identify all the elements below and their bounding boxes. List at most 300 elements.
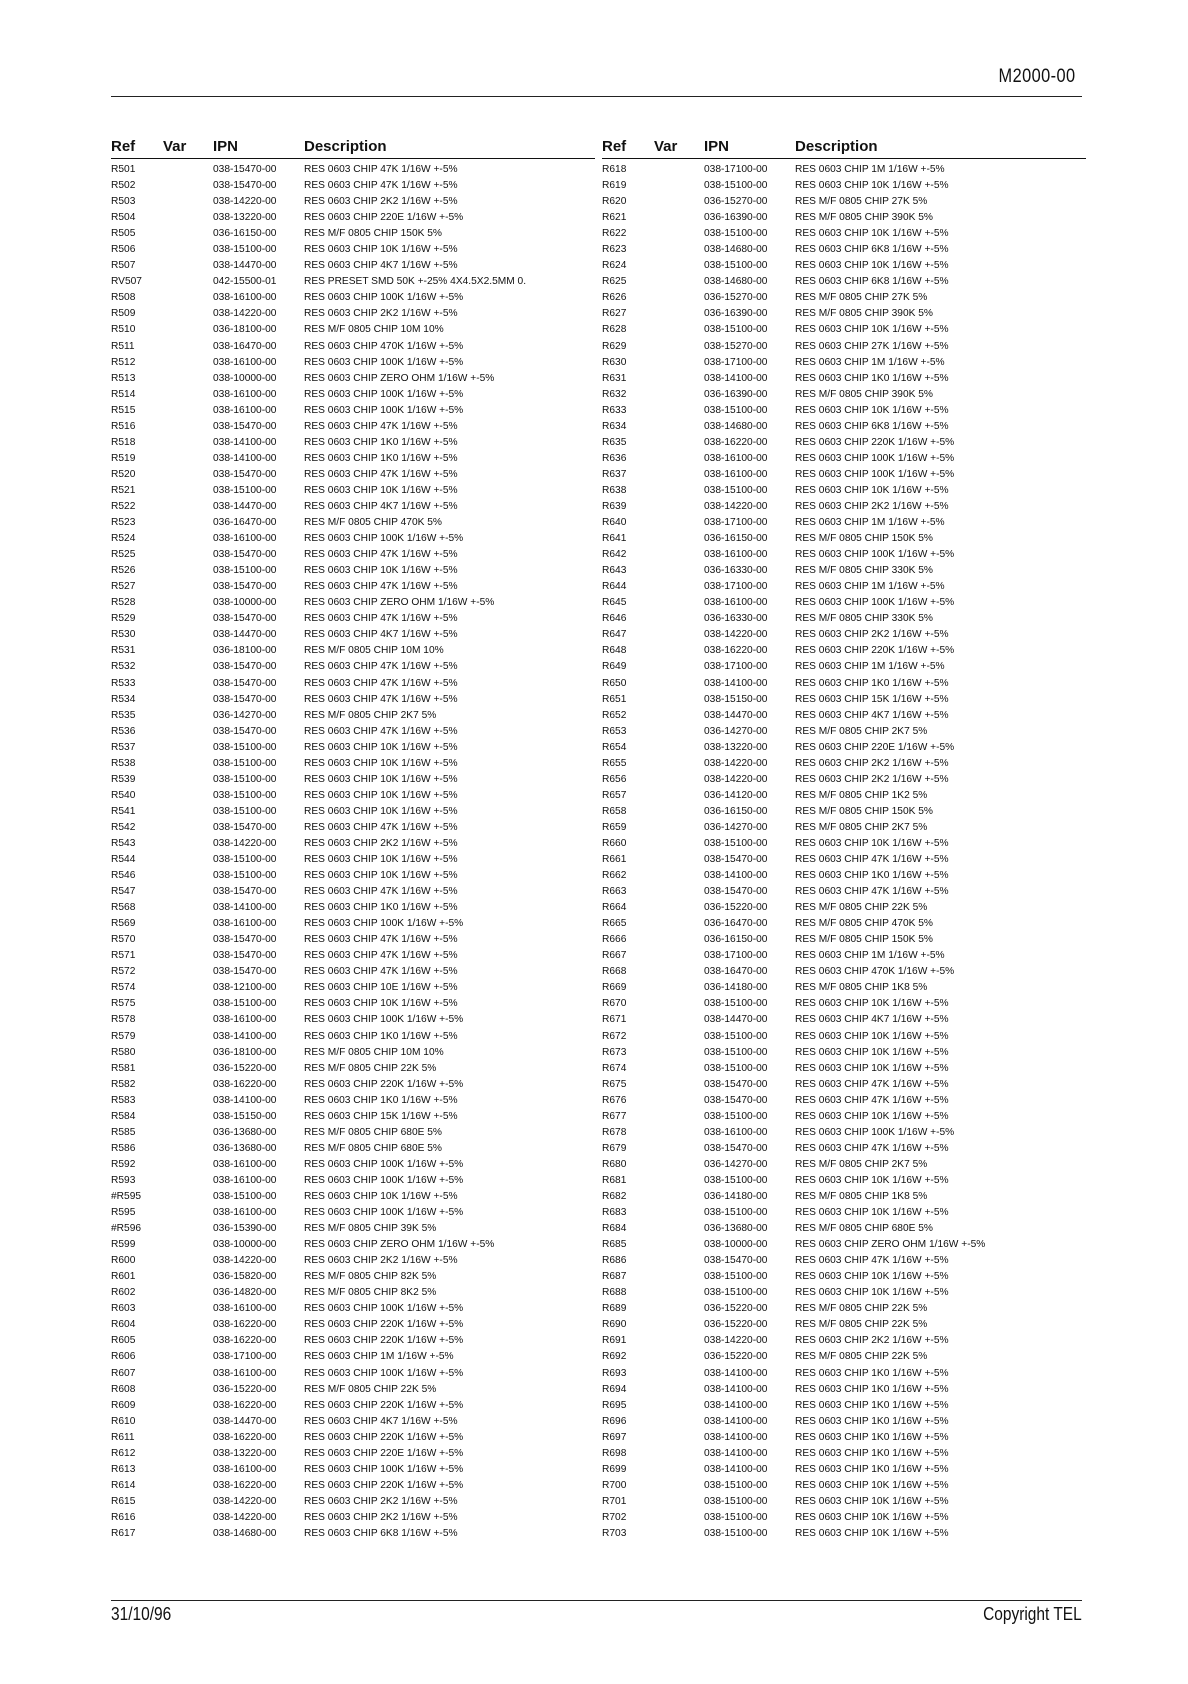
ipn-cell: 038-16100-00: [213, 1367, 277, 1379]
ipn-cell: 038-15100-00: [213, 757, 277, 769]
ipn-cell: 038-16100-00: [213, 1158, 277, 1170]
ref-cell: R672: [602, 1030, 627, 1042]
table-row: [602, 740, 1086, 756]
table-row: [602, 820, 1086, 836]
description-cell: RES 0603 CHIP 47K 1/16W +-5%: [795, 1094, 949, 1106]
ipn-cell: 038-14680-00: [704, 420, 768, 432]
table-row: [602, 1494, 1086, 1510]
ref-cell: R572: [111, 966, 136, 978]
ref-cell: R605: [111, 1335, 136, 1347]
ipn-cell: 038-16100-00: [704, 549, 768, 561]
ref-cell: R615: [111, 1495, 136, 1507]
table-row: [602, 371, 1086, 387]
description-cell: RES 0603 CHIP 2K2 1/16W +-5%: [795, 773, 949, 785]
description-cell: RES M/F 0805 CHIP 27K 5%: [795, 196, 928, 208]
ref-cell: R679: [602, 1142, 627, 1154]
ref-cell: R661: [602, 854, 627, 866]
table-row: [602, 595, 1086, 611]
document-code: M2000-00: [998, 66, 1076, 87]
ref-cell: R585: [111, 1126, 136, 1138]
ref-cell: R635: [602, 436, 627, 448]
ipn-cell: 036-16150-00: [704, 805, 768, 817]
description-cell: RES 0603 CHIP 100K 1/16W +-5%: [795, 1126, 955, 1138]
description-cell: RES 0603 CHIP 1K0 1/16W +-5%: [795, 1463, 949, 1475]
ipn-cell: 038-16220-00: [213, 1399, 277, 1411]
ipn-cell: 038-15100-00: [704, 1207, 768, 1219]
ref-cell: R656: [602, 773, 627, 785]
description-cell: RES 0603 CHIP 2K2 1/16W +-5%: [795, 757, 949, 769]
header-ipn: IPN: [704, 138, 730, 155]
description-cell: RES 0603 CHIP 47K 1/16W +-5%: [304, 613, 458, 625]
description-cell: RES 0603 CHIP 10K 1/16W +-5%: [795, 180, 949, 192]
description-cell: RES M/F 0805 CHIP 390K 5%: [795, 308, 933, 320]
table-row: [111, 403, 595, 419]
description-cell: RES 0603 CHIP 1K0 1/16W +-5%: [795, 1415, 949, 1427]
description-cell: RES 0603 CHIP 1M 1/16W +-5%: [795, 356, 945, 368]
table-row: [111, 451, 595, 467]
description-cell: RES 0603 CHIP 1K0 1/16W +-5%: [304, 1030, 458, 1042]
ref-cell: R676: [602, 1094, 627, 1106]
ipn-cell: 042-15500-01: [213, 276, 277, 288]
table-row: [602, 1285, 1086, 1301]
ref-cell: R508: [111, 292, 136, 304]
table-row: [111, 1366, 595, 1382]
description-cell: RES 0603 CHIP 4K7 1/16W +-5%: [795, 709, 949, 721]
ref-cell: R640: [602, 517, 627, 529]
table-row: [111, 1382, 595, 1398]
description-cell: RES 0603 CHIP 15K 1/16W +-5%: [304, 1110, 458, 1122]
ipn-cell: 038-14100-00: [704, 1383, 768, 1395]
ipn-cell: 038-15100-00: [213, 773, 277, 785]
table-row: [602, 1125, 1086, 1141]
ipn-cell: 038-10000-00: [213, 372, 277, 384]
ref-cell: R655: [602, 757, 627, 769]
table-row: [111, 306, 595, 322]
description-cell: RES 0603 CHIP 2K2 1/16W +-5%: [304, 1255, 458, 1267]
header-rule: [111, 96, 1082, 97]
table-row: [602, 1045, 1086, 1061]
table-row: [111, 1317, 595, 1333]
table-row: [602, 1398, 1086, 1414]
description-cell: RES 0603 CHIP 100K 1/16W +-5%: [795, 452, 955, 464]
table-row: [111, 483, 595, 499]
ipn-cell: 038-15470-00: [213, 468, 277, 480]
description-cell: RES 0603 CHIP 6K8 1/16W +-5%: [795, 244, 949, 256]
ref-cell: R622: [602, 228, 627, 240]
table-row: [111, 868, 595, 884]
table-row: [602, 1333, 1086, 1349]
ipn-cell: 038-16100-00: [213, 1463, 277, 1475]
table-row: [602, 676, 1086, 692]
ref-cell: R660: [602, 837, 627, 849]
ref-cell: R681: [602, 1174, 627, 1186]
description-cell: RES 0603 CHIP 4K7 1/16W +-5%: [795, 1014, 949, 1026]
description-cell: RES M/F 0805 CHIP 2K7 5%: [795, 725, 928, 737]
ipn-cell: 038-15100-00: [704, 1110, 768, 1122]
ref-cell: R630: [602, 356, 627, 368]
ipn-cell: 038-16100-00: [213, 1014, 277, 1026]
ipn-cell: 038-12100-00: [213, 982, 277, 994]
description-cell: RES 0603 CHIP 10E 1/16W +-5%: [304, 982, 458, 994]
table-row: [111, 515, 595, 531]
table-row: [111, 1077, 595, 1093]
ipn-cell: 036-16150-00: [213, 228, 277, 240]
ipn-cell: 038-16100-00: [213, 1207, 277, 1219]
description-cell: RES M/F 0805 CHIP 150K 5%: [795, 934, 933, 946]
ref-cell: R618: [602, 164, 627, 175]
ref-cell: R599: [111, 1239, 136, 1251]
ipn-cell: 038-15150-00: [704, 693, 768, 705]
ipn-cell: 036-13680-00: [704, 1223, 768, 1235]
ipn-cell: 038-15470-00: [213, 420, 277, 432]
ipn-cell: 038-10000-00: [213, 597, 277, 609]
ref-cell: R604: [111, 1319, 136, 1331]
table-row: [111, 387, 595, 403]
ref-cell: R578: [111, 1014, 136, 1026]
description-cell: RES 0603 CHIP 1M 1/16W +-5%: [795, 950, 945, 962]
ipn-cell: 036-16150-00: [704, 934, 768, 946]
ref-cell: R513: [111, 372, 136, 384]
ipn-cell: 038-15470-00: [213, 950, 277, 962]
table-row: [111, 1285, 595, 1301]
ref-cell: R620: [602, 196, 627, 208]
table-row: [602, 1317, 1086, 1333]
ipn-cell: 038-14100-00: [213, 1094, 277, 1106]
table-row: [602, 611, 1086, 627]
ipn-cell: 036-16330-00: [704, 613, 768, 625]
ipn-cell: 038-14220-00: [704, 629, 768, 641]
table-row: [111, 178, 595, 194]
description-cell: RES 0603 CHIP 6K8 1/16W +-5%: [795, 420, 949, 432]
table-row: [111, 932, 595, 948]
table-row: [111, 1045, 595, 1061]
table-row: [111, 1333, 595, 1349]
ref-cell: R602: [111, 1287, 136, 1299]
ref-cell: R606: [111, 1351, 136, 1363]
ipn-cell: 038-16220-00: [213, 1319, 277, 1331]
table-row: [602, 515, 1086, 531]
ipn-cell: 038-17100-00: [704, 356, 768, 368]
description-cell: RES M/F 0805 CHIP 470K 5%: [304, 517, 442, 529]
description-cell: RES 0603 CHIP ZERO OHM 1/16W +-5%: [795, 1239, 986, 1251]
ipn-cell: 038-15100-00: [704, 324, 768, 336]
description-cell: RES M/F 0805 CHIP 22K 5%: [795, 1351, 928, 1363]
table-row: [111, 980, 595, 996]
description-cell: RES 0603 CHIP 470K 1/16W +-5%: [795, 966, 955, 978]
description-cell: RES 0603 CHIP 1K0 1/16W +-5%: [304, 1094, 458, 1106]
ref-cell: R600: [111, 1255, 136, 1267]
table-row: [111, 579, 595, 595]
ipn-cell: 038-14100-00: [704, 1399, 768, 1411]
ipn-cell: 038-15470-00: [213, 164, 277, 175]
table-row: [111, 547, 595, 563]
table-row: [602, 1301, 1086, 1317]
ref-cell: R568: [111, 902, 136, 914]
ref-cell: R650: [602, 677, 627, 689]
table-row: [111, 820, 595, 836]
description-cell: RES 0603 CHIP 1K0 1/16W +-5%: [795, 677, 949, 689]
table-row: [111, 724, 595, 740]
ref-cell: R642: [602, 549, 627, 561]
ref-cell: R504: [111, 212, 136, 224]
ref-cell: R654: [602, 741, 627, 753]
table-row: [602, 884, 1086, 900]
description-cell: RES 0603 CHIP 2K2 1/16W +-5%: [304, 837, 458, 849]
description-cell: RES 0603 CHIP 2K2 1/16W +-5%: [795, 500, 949, 512]
ref-cell: R531: [111, 645, 136, 657]
description-cell: RES 0603 CHIP 47K 1/16W +-5%: [304, 549, 458, 561]
description-cell: RES 0603 CHIP 47K 1/16W +-5%: [304, 677, 458, 689]
ref-cell: R533: [111, 677, 136, 689]
description-cell: RES M/F 0805 CHIP 330K 5%: [795, 613, 933, 625]
ref-cell: R535: [111, 709, 136, 721]
description-cell: RES 0603 CHIP 10K 1/16W +-5%: [795, 1511, 949, 1523]
table-row: [602, 643, 1086, 659]
ref-cell: R644: [602, 581, 627, 593]
ref-cell: R539: [111, 773, 136, 785]
table-row: [602, 836, 1086, 852]
ipn-cell: 036-15820-00: [213, 1271, 277, 1283]
ref-cell: R592: [111, 1158, 136, 1170]
ref-cell: R694: [602, 1383, 627, 1395]
ref-cell: R505: [111, 228, 136, 240]
ipn-cell: 038-15470-00: [704, 1094, 768, 1106]
table-row: [111, 339, 595, 355]
ipn-cell: 038-14470-00: [213, 629, 277, 641]
description-cell: RES M/F 0805 CHIP 22K 5%: [304, 1062, 437, 1074]
ipn-cell: 038-16100-00: [213, 356, 277, 368]
table-row: [602, 531, 1086, 547]
description-cell: RES 0603 CHIP 220K 1/16W +-5%: [304, 1319, 464, 1331]
ref-cell: R511: [111, 340, 135, 352]
table-row: [111, 611, 595, 627]
ref-cell: R648: [602, 645, 627, 657]
description-cell: RES M/F 0805 CHIP 39K 5%: [304, 1223, 437, 1235]
ref-cell: R703: [602, 1527, 627, 1539]
table-row: [602, 852, 1086, 868]
ipn-cell: 036-18100-00: [213, 1046, 277, 1058]
ipn-cell: 038-15470-00: [213, 693, 277, 705]
table-header: [111, 137, 595, 157]
ref-cell: R664: [602, 902, 627, 914]
table-row: [602, 724, 1086, 740]
table-row: [111, 1029, 595, 1045]
description-cell: RES 0603 CHIP 10K 1/16W +-5%: [795, 1030, 949, 1042]
description-cell: RES 0603 CHIP 47K 1/16W +-5%: [304, 164, 458, 175]
ipn-cell: 038-16220-00: [213, 1431, 277, 1443]
ref-cell: R521: [111, 484, 136, 496]
ipn-cell: 038-14100-00: [704, 1463, 768, 1475]
description-cell: RES 0603 CHIP 1K0 1/16W +-5%: [304, 452, 458, 464]
description-cell: RES 0603 CHIP 47K 1/16W +-5%: [304, 661, 458, 673]
ref-cell: R651: [602, 693, 627, 705]
description-cell: RES 0603 CHIP 100K 1/16W +-5%: [304, 404, 464, 416]
ref-cell: R673: [602, 1046, 627, 1058]
ipn-cell: 038-16220-00: [704, 436, 768, 448]
ipn-cell: 038-17100-00: [704, 517, 768, 529]
ipn-cell: 038-15470-00: [213, 966, 277, 978]
ipn-cell: 038-13220-00: [213, 1447, 277, 1459]
table-row: [602, 692, 1086, 708]
ipn-cell: 038-15150-00: [213, 1110, 277, 1122]
table-row: [111, 1253, 595, 1269]
table-row: [111, 1141, 595, 1157]
ipn-cell: 038-15100-00: [704, 1030, 768, 1042]
description-cell: RES 0603 CHIP 10K 1/16W +-5%: [795, 1287, 949, 1299]
table-row: [602, 788, 1086, 804]
ipn-cell: 038-15100-00: [704, 1495, 768, 1507]
table-row: [602, 916, 1086, 932]
ref-cell: R638: [602, 484, 627, 496]
table-row: [602, 1269, 1086, 1285]
description-cell: RES 0603 CHIP 1K0 1/16W +-5%: [304, 436, 458, 448]
ipn-cell: 036-13680-00: [213, 1142, 277, 1154]
table-row: [111, 643, 595, 659]
ref-cell: R652: [602, 709, 627, 721]
description-cell: RES 0603 CHIP 100K 1/16W +-5%: [795, 549, 955, 561]
ref-cell: R519: [111, 452, 136, 464]
ipn-cell: 038-15470-00: [704, 1255, 768, 1267]
ipn-cell: 038-15470-00: [213, 821, 277, 833]
table-row: [602, 1141, 1086, 1157]
footer-date: 31/10/96: [111, 1604, 172, 1624]
ipn-cell: 038-16220-00: [213, 1335, 277, 1347]
ref-cell: R684: [602, 1223, 627, 1235]
table-header-rule: [111, 158, 595, 159]
description-cell: RES 0603 CHIP 220K 1/16W +-5%: [304, 1078, 464, 1090]
table-row: [602, 242, 1086, 258]
ref-cell: R530: [111, 629, 136, 641]
table-row: [111, 274, 595, 290]
description-cell: RES 0603 CHIP 47K 1/16W +-5%: [304, 693, 458, 705]
description-cell: RES 0603 CHIP 10K 1/16W +-5%: [304, 565, 458, 577]
ref-cell: R547: [111, 886, 136, 898]
description-cell: RES 0603 CHIP 10K 1/16W +-5%: [795, 1479, 949, 1491]
description-cell: RES 0603 CHIP 47K 1/16W +-5%: [304, 180, 458, 192]
table-row: [602, 1093, 1086, 1109]
ref-cell: R699: [602, 1463, 627, 1475]
table-row: [602, 290, 1086, 306]
ipn-cell: 036-16470-00: [704, 918, 768, 930]
ref-cell: R685: [602, 1239, 627, 1251]
table-row: [111, 1526, 595, 1542]
table-row: [111, 1446, 595, 1462]
ref-cell: R527: [111, 581, 136, 593]
description-cell: RES M/F 0805 CHIP 470K 5%: [795, 918, 933, 930]
ipn-cell: 038-15100-00: [704, 1271, 768, 1283]
description-cell: RES 0603 CHIP 10K 1/16W +-5%: [795, 260, 949, 272]
table-row: [602, 627, 1086, 643]
header-description: Description: [304, 138, 387, 155]
description-cell: RES 0603 CHIP 10K 1/16W +-5%: [795, 1062, 949, 1074]
ref-cell: R571: [111, 950, 136, 962]
ipn-cell: 038-15100-00: [704, 1062, 768, 1074]
table-row: [602, 1061, 1086, 1077]
ref-cell: R669: [602, 982, 627, 994]
ipn-cell: 038-13220-00: [704, 741, 768, 753]
ref-cell: R633: [602, 404, 627, 416]
description-cell: RES 0603 CHIP 10K 1/16W +-5%: [304, 757, 458, 769]
description-cell: RES 0603 CHIP 100K 1/16W +-5%: [304, 1463, 464, 1475]
description-cell: RES 0603 CHIP 10K 1/16W +-5%: [795, 484, 949, 496]
ref-cell: R522: [111, 500, 136, 512]
ref-cell: R702: [602, 1511, 627, 1523]
description-cell: RES M/F 0805 CHIP 150K 5%: [304, 228, 442, 240]
table-row: [602, 1077, 1086, 1093]
ipn-cell: 038-15100-00: [213, 870, 277, 882]
ipn-cell: 038-15100-00: [704, 1174, 768, 1186]
description-cell: RES 0603 CHIP 47K 1/16W +-5%: [795, 1142, 949, 1154]
table-header: [602, 137, 1086, 157]
ipn-cell: 036-15220-00: [213, 1062, 277, 1074]
ipn-cell: 038-15470-00: [213, 725, 277, 737]
ref-cell: R503: [111, 196, 136, 208]
ipn-cell: 038-15470-00: [704, 1142, 768, 1154]
ref-cell: R543: [111, 837, 136, 849]
table-row: [111, 836, 595, 852]
table-row: [111, 419, 595, 435]
description-cell: RES 0603 CHIP 6K8 1/16W +-5%: [795, 276, 949, 288]
description-cell: RES PRESET SMD 50K +-25% 4X4.5X2.5MM 0.: [304, 276, 527, 288]
table-row: [602, 355, 1086, 371]
ref-cell: R687: [602, 1271, 627, 1283]
ref-cell: R666: [602, 934, 627, 946]
table-row: [602, 274, 1086, 290]
ipn-cell: 038-14100-00: [704, 870, 768, 882]
description-cell: RES 0603 CHIP 1K0 1/16W +-5%: [795, 1367, 949, 1379]
table-row: [602, 964, 1086, 980]
ref-cell: R520: [111, 468, 136, 480]
description-cell: RES 0603 CHIP 10K 1/16W +-5%: [304, 1191, 458, 1202]
description-cell: RES 0603 CHIP 10K 1/16W +-5%: [795, 1110, 949, 1122]
header-ipn: IPN: [213, 138, 239, 155]
ref-cell: R680: [602, 1158, 627, 1170]
ref-cell: R525: [111, 549, 136, 561]
ref-cell: R632: [602, 388, 627, 400]
description-cell: RES 0603 CHIP 47K 1/16W +-5%: [795, 886, 949, 898]
ref-cell: R641: [602, 533, 627, 545]
ipn-cell: 036-14820-00: [213, 1287, 277, 1299]
ref-cell: R593: [111, 1174, 136, 1186]
ref-cell: R645: [602, 597, 627, 609]
description-cell: RES 0603 CHIP 47K 1/16W +-5%: [304, 934, 458, 946]
ref-cell: R595: [111, 1207, 136, 1219]
ref-cell: R581: [111, 1062, 136, 1074]
table-row: [111, 1221, 595, 1237]
table-row: [602, 499, 1086, 515]
ref-cell: R634: [602, 420, 627, 432]
description-cell: RES 0603 CHIP 27K 1/16W +-5%: [795, 340, 949, 352]
ipn-cell: 038-15100-00: [704, 998, 768, 1010]
table-row: [111, 740, 595, 756]
description-cell: RES 0603 CHIP 1M 1/16W +-5%: [304, 1351, 454, 1363]
ipn-cell: 038-17100-00: [213, 1351, 277, 1363]
description-cell: RES M/F 0805 CHIP 1K8 5%: [795, 982, 928, 994]
ipn-cell: 038-16100-00: [213, 1303, 277, 1315]
ipn-cell: 038-16100-00: [704, 452, 768, 464]
ref-cell: R663: [602, 886, 627, 898]
table-row: [111, 1173, 595, 1189]
ipn-cell: 038-15100-00: [704, 1287, 768, 1299]
ipn-cell: 036-15220-00: [704, 1319, 768, 1331]
table-row: [602, 467, 1086, 483]
ref-cell: R538: [111, 757, 136, 769]
ref-cell: R675: [602, 1078, 627, 1090]
ipn-cell: 038-14220-00: [704, 1335, 768, 1347]
table-row: [111, 1269, 595, 1285]
ipn-cell: 038-16100-00: [213, 1174, 277, 1186]
description-cell: RES 0603 CHIP 47K 1/16W +-5%: [304, 966, 458, 978]
